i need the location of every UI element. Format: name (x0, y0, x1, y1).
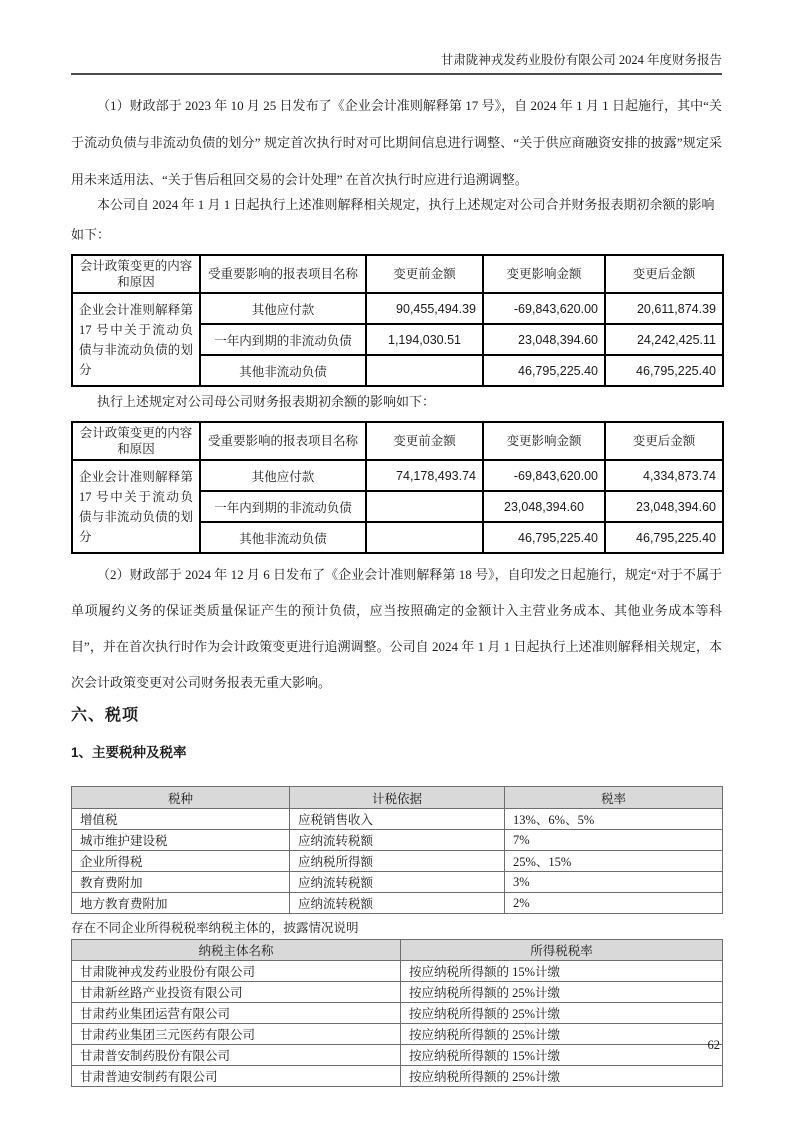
policy-change-paragraph-2: （2）财政部于 2024 年 12 月 6 日发布了《企业会计准则解释第 18 号》，自印发之日起施行，规定“对于不属于单项履约义务的保证类质量保证产生的预计负债，应当按照确定的金额计入主营业务成本、其他业务成本等科目”，并在首次执行时作为会计政策变更进行追溯调整。公司自 2024 年 1 月 1 日起执行上述准则解释相关规定，本次会计政策变更对公司财务报表无重大影响。 (71, 567, 722, 690)
column-header: 变更前金额 (366, 422, 483, 460)
table-row (72, 961, 723, 982)
table-cell: 按应纳税所得额的 25%计缴 (401, 1066, 723, 1087)
table-row (72, 293, 723, 324)
column-header: 税率 (505, 787, 723, 809)
table-cell: 13%、6%、5% (505, 809, 723, 830)
table-cell: 其他应付款 (200, 460, 366, 491)
column-header: 变更前金额 (366, 255, 483, 293)
table-row (72, 982, 723, 1003)
table-cell: 25%、15% (505, 851, 723, 872)
consolidated-impact-table (71, 254, 724, 387)
section-heading-tax: 六、税项 (71, 707, 140, 724)
table-cell: 甘肃药业集团运营有限公司 (72, 1003, 401, 1024)
policy-group-cell: 企业会计准则解释第 17 号中关于流动负债与非流动负债的划分 (72, 293, 200, 386)
table-cell: 应纳流转税额 (290, 830, 505, 851)
table-row (72, 1066, 723, 1087)
table-cell: 24,242,425.11 (605, 324, 723, 355)
table-cell: 甘肃药业集团三元医药有限公司 (72, 1024, 401, 1045)
table-cell: 23,048,394.60 (483, 324, 605, 355)
column-header: 税种 (72, 787, 290, 809)
parent-impact-lead: 执行上述规定对公司母公司财务报表期初余额的影响如下： (97, 394, 436, 409)
table-cell: 其他非流动负债 (200, 355, 366, 386)
page-number: 62 (707, 1038, 720, 1052)
table-row (72, 460, 723, 491)
column-header: 变更影响金额 (483, 422, 605, 460)
table-cell: 地方教育费附加 (72, 893, 290, 914)
table-cell: 90,455,494.39 (366, 293, 483, 324)
table-cell: 甘肃普安制药股份有限公司 (72, 1045, 401, 1066)
column-header: 变更影响金额 (483, 255, 605, 293)
parent-impact-table (71, 421, 724, 554)
table-row (72, 1024, 723, 1045)
table-cell: 74,178,493.74 (366, 460, 483, 491)
column-header: 纳税主体名称 (72, 940, 401, 961)
table-cell (366, 491, 483, 522)
table-cell: -69,843,620.00 (483, 460, 605, 491)
column-header: 受重要影响的报表项目名称 (200, 422, 366, 460)
table-cell: 城市维护建设税 (72, 830, 290, 851)
table-row (72, 893, 723, 914)
table-cell: 一年内到期的非流动负债 (200, 491, 366, 522)
table-row (72, 872, 723, 893)
table-cell: -69,843,620.00 (483, 293, 605, 324)
column-header: 所得税税率 (401, 940, 723, 961)
table-cell: 按应纳税所得额的 25%计缴 (401, 1003, 723, 1024)
table-cell: 甘肃陇神戎发药业股份有限公司 (72, 961, 401, 982)
table-row (72, 1045, 723, 1066)
entity-income-tax-table (71, 939, 723, 1087)
tax-rate-table (71, 786, 723, 914)
table-cell: 应纳流转税额 (290, 872, 505, 893)
table-cell: 7% (505, 830, 723, 851)
column-header: 会计政策变更的内容和原因 (72, 422, 200, 460)
table-cell: 23,048,394.60 (605, 491, 723, 522)
table-cell: 2% (505, 893, 723, 914)
column-header: 受重要影响的报表项目名称 (200, 255, 366, 293)
policy-group-cell: 企业会计准则解释第 17 号中关于流动负债与非流动负债的划分 (72, 460, 200, 553)
table-cell: 应纳税所得额 (290, 851, 505, 872)
header-divider (71, 73, 722, 75)
column-header: 会计政策变更的内容和原因 (72, 255, 200, 293)
column-header: 变更后金额 (605, 422, 723, 460)
table-cell: 教育费附加 (72, 872, 290, 893)
table-cell (366, 355, 483, 386)
table-row (72, 809, 723, 830)
subsection-heading-main-taxes: 1、主要税种及税率 (71, 745, 187, 760)
entity-rate-note: 存在不同企业所得税税率纳税主体的，披露情况说明 (71, 921, 359, 935)
table-cell: 按应纳税所得额的 15%计缴 (401, 961, 723, 982)
table-cell: 46,795,225.40 (605, 522, 723, 553)
table-cell: 46,795,225.40 (483, 355, 605, 386)
table-cell: 23,048,394.60 (483, 491, 605, 522)
table-cell (366, 522, 483, 553)
table-row (72, 830, 723, 851)
column-header: 变更后金额 (605, 255, 723, 293)
table-cell: 46,795,225.40 (483, 522, 605, 553)
table-cell: 应税销售收入 (290, 809, 505, 830)
table-cell: 按应纳税所得额的 25%计缴 (401, 982, 723, 1003)
table-cell: 一年内到期的非流动负债 (200, 324, 366, 355)
table-cell: 甘肃普迪安制药有限公司 (72, 1066, 401, 1087)
table-cell: 应纳流转税额 (290, 893, 505, 914)
table-cell: 企业所得税 (72, 851, 290, 872)
table-cell: 3% (505, 872, 723, 893)
column-header: 计税依据 (290, 787, 505, 809)
table-cell: 46,795,225.40 (605, 355, 723, 386)
table-cell: 增值税 (72, 809, 290, 830)
table-cell: 其他非流动负债 (200, 522, 366, 553)
table-cell: 甘肃新丝路产业投资有限公司 (72, 982, 401, 1003)
table-cell: 20,611,874.39 (605, 293, 723, 324)
consolidated-impact-lead: 本公司自 2024 年 1 月 1 日起执行上述准则解释相关规定，执行上述规定对公司合并财务报表期初余额的影响如下： (71, 197, 715, 242)
table-cell: 其他应付款 (200, 293, 366, 324)
report-header-title: 甘肃陇神戎发药业股份有限公司 2024 年度财务报告 (440, 53, 722, 67)
policy-change-paragraph-1: （1）财政部于 2023 年 10 月 25 日发布了《企业会计准则解释第 17 号》，自 2024 年 1 月 1 日起施行，其中“关于流动负债与非流动负债的划分” 规定首次执行时对可比期间信息进行调整、“关于供应商融资安排的披露”规定采用未来适用法、“关于售后租回交易的会计处理” 在首次执行时应进行追溯调整。 (71, 98, 722, 187)
table-cell: 4,334,873.74 (605, 460, 723, 491)
table-cell: 按应纳税所得额的 25%计缴 (401, 1024, 723, 1045)
table-cell: 1,194,030.51 (366, 324, 483, 355)
table-cell: 按应纳税所得额的 15%计缴 (401, 1045, 723, 1066)
table-row (72, 1003, 723, 1024)
table-row (72, 851, 723, 872)
